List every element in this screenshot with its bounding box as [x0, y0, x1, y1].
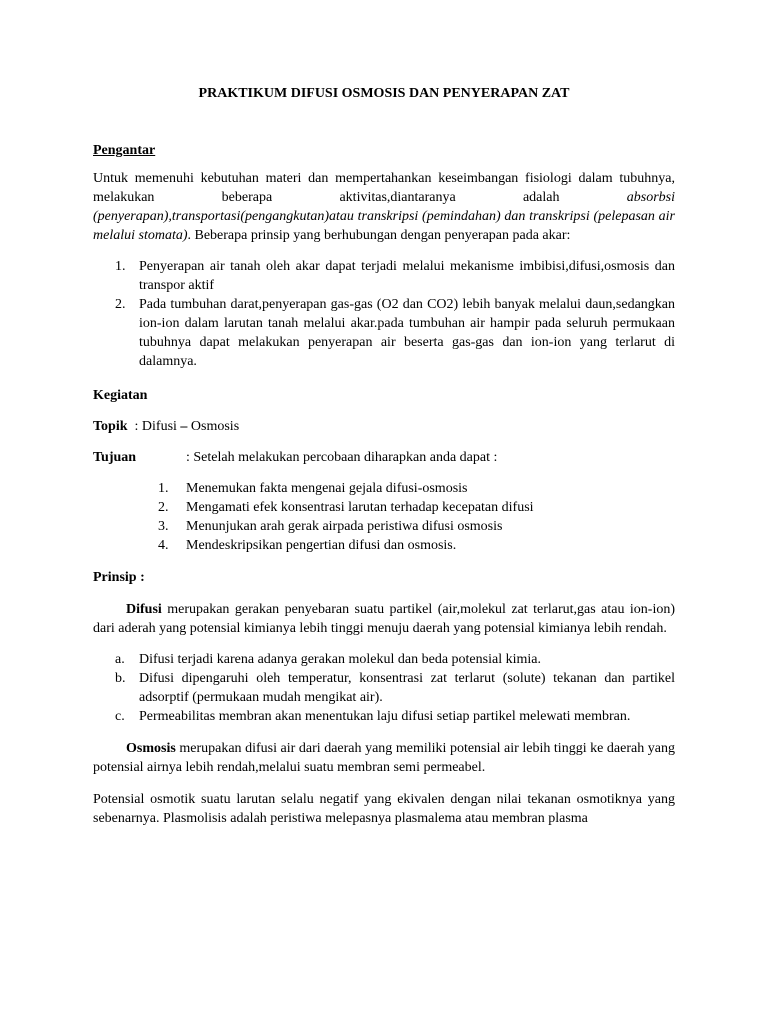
list-item: [115, 257, 675, 295]
list-item-number: 1.: [158, 481, 169, 496]
difusi-text: merupakan gerakan penyebaran suatu partikel (air,molekul zat terlarut,gas atau ion-ion) dari aderah yang potensial kimianya lebih tinggi menuju daerah yang potensial kimianya lebih rendah.: [93, 602, 675, 636]
list-item-text: Permeabilitas membran akan menentukan laju difusi setiap partikel melewati membran.: [139, 709, 631, 724]
prinsip-list: [115, 650, 675, 726]
list-item-text: Penyerapan air tanah oleh akar dapat terjadi melalui mekanisme imbibisi,difusi,osmosis dan transpor aktif: [139, 259, 675, 293]
list-item-text: Pada tumbuhan darat,penyerapan gas-gas (O2 dan CO2) lebih banyak melalui daun,sedangkan ion-ion dalam larutan tanah melalui akar.pada tumbuhan air hampir pada seluruh permukaan tubuhnya dapat melakukan penyerapan air beserta gas-gas dan ion-ion yang terlarut di dalamnya.: [139, 297, 675, 369]
kegiatan-heading: Kegiatan: [93, 388, 148, 403]
document-content: [93, 84, 675, 828]
list-item: [158, 479, 675, 498]
pengantar-heading: Pengantar: [93, 143, 156, 158]
pengantar-list: [115, 257, 675, 371]
list-item: [115, 669, 675, 707]
list-item-number: 4.: [158, 538, 169, 553]
list-item-letter: b.: [115, 671, 126, 686]
list-item-letter: c.: [115, 709, 125, 724]
topik-dash: –: [180, 419, 188, 434]
pengantar-text-italic: absorbsi (penyerapan),transportasi(pengangkutan)atau transkripsi (pemindahan) dan transkripsi (pelepasan air melalui stomata): [93, 190, 675, 243]
difusi-paragraph: [93, 600, 675, 638]
list-item-text: Menemukan fakta mengenai gejala difusi-osmosis: [186, 481, 468, 496]
difusi-term: Difusi: [126, 602, 162, 617]
potensial-paragraph: Potensial osmotik suatu larutan selalu negatif yang ekivalen dengan nilai tekanan osmotiknya yang sebenarnya. Plasmolisis adalah peristiwa melepasnya plasmalema atau membran plasma: [93, 792, 675, 826]
list-item-number: 2.: [158, 500, 169, 515]
prinsip-heading: Prinsip :: [93, 570, 145, 585]
pengantar-paragraph: [93, 169, 675, 245]
list-item-text: Menunjukan arah gerak airpada peristiwa difusi osmosis: [186, 519, 503, 534]
list-item-text: Mendeskripsikan pengertian difusi dan osmosis.: [186, 538, 457, 553]
tujuan-row: [93, 448, 675, 467]
document-title: PRAKTIKUM DIFUSI OSMOSIS DAN PENYERAPAN ZAT: [198, 86, 570, 101]
list-item: [158, 536, 675, 555]
topik-text-end: Osmosis: [187, 419, 240, 434]
list-item: [115, 295, 675, 371]
list-item: [115, 707, 675, 726]
pengantar-text-c: . Beberapa prinsip yang berhubungan dengan penyerapan pada akar:: [187, 228, 571, 243]
tujuan-list: [158, 479, 675, 555]
topik-row: [93, 417, 675, 436]
osmosis-term: Osmosis: [126, 741, 176, 756]
list-item: [158, 517, 675, 536]
osmosis-text: merupakan difusi air dari daerah yang memiliki potensial air lebih tinggi ke daerah yang potensial airnya lebih rendah,melalui suatu membran semi permeabel.: [93, 741, 675, 775]
pengantar-text-a: Untuk memenuhi kebutuhan materi dan mempertahankan keseimbangan fisiologi dalam tubuhnya, melakukan beberapa aktivitas,diantaranya adalah: [93, 171, 675, 205]
list-item-number: 1.: [115, 259, 126, 274]
tujuan-text: : Setelah melakukan percobaan diharapkan anda dapat :: [186, 450, 498, 465]
topik-label: Topik: [93, 419, 128, 434]
list-item: [115, 650, 675, 669]
list-item-text: Mengamati efek konsentrasi larutan terhadap kecepatan difusi: [186, 500, 534, 515]
tujuan-label: Tujuan: [93, 450, 137, 465]
list-item: [158, 498, 675, 517]
osmosis-paragraph: [93, 739, 675, 777]
list-item-number: 3.: [158, 519, 169, 534]
list-item-letter: a.: [115, 652, 125, 667]
list-item-number: 2.: [115, 297, 126, 312]
list-item-text: Difusi terjadi karena adanya gerakan molekul dan beda potensial kimia.: [139, 652, 541, 667]
list-item-text: Difusi dipengaruhi oleh temperatur, konsentrasi zat terlarut (solute) tekanan dan partikel adsorptif (permukaan mudah mengikat air).: [139, 671, 675, 705]
topik-text: : Difusi: [127, 419, 181, 434]
